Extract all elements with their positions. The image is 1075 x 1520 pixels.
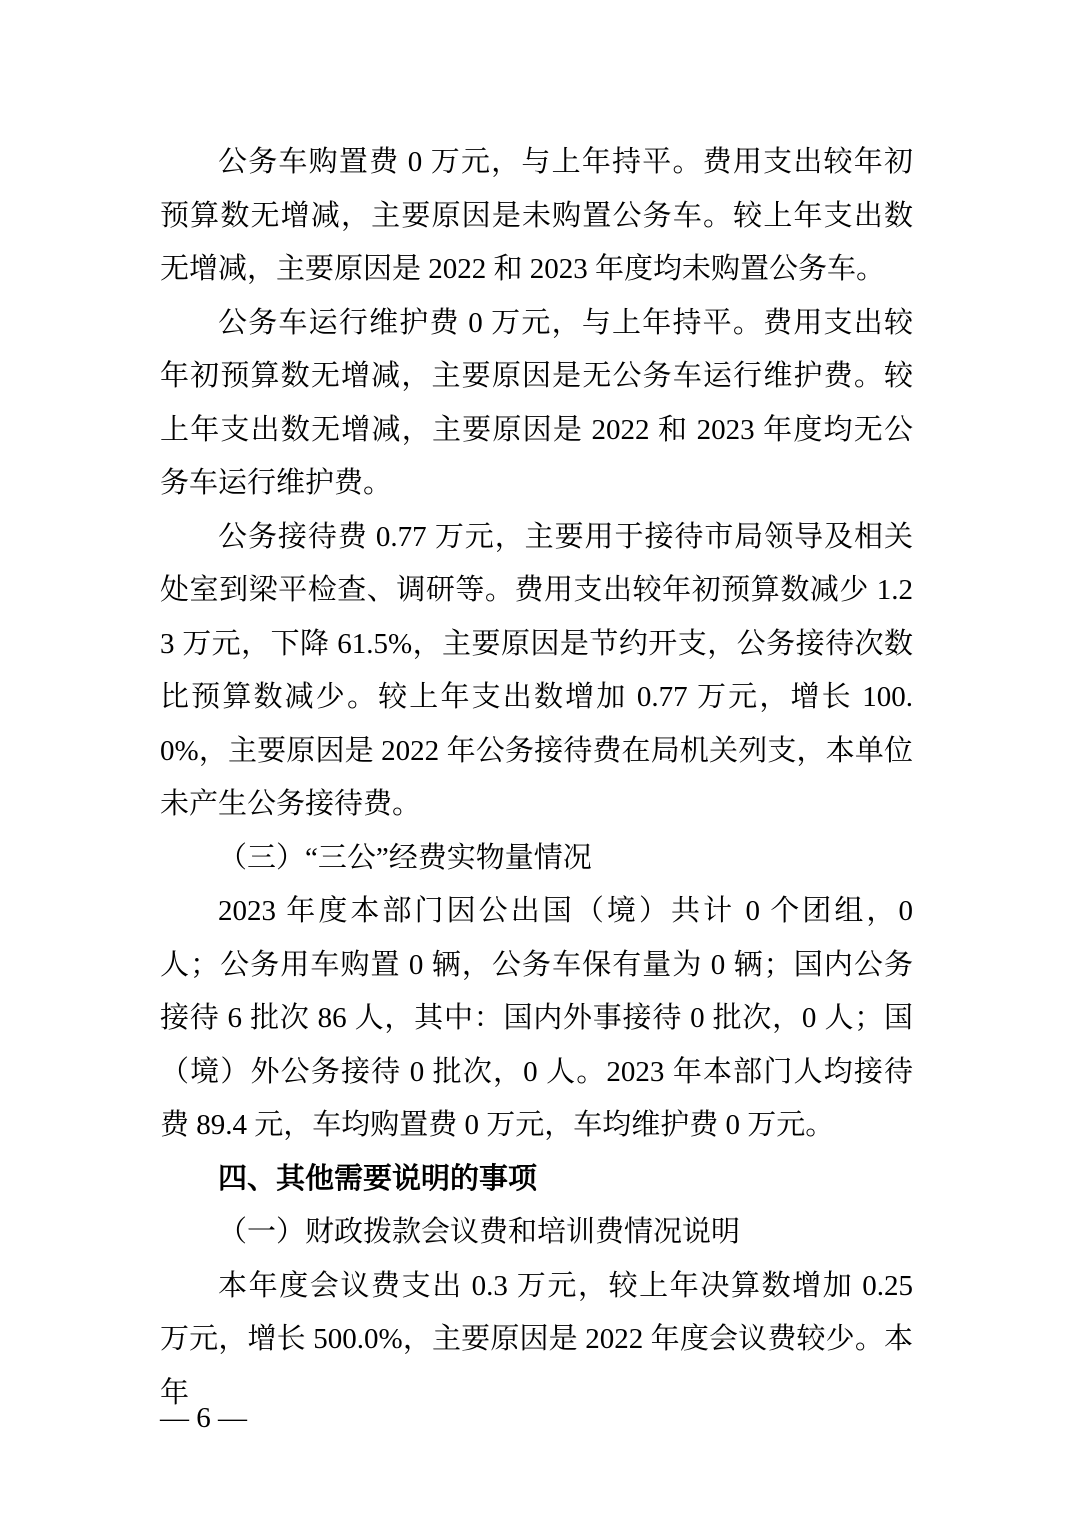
- page-number: — 6 —: [160, 1402, 247, 1434]
- paragraph-car-operation-maintenance-fee: 公务车运行维护费 0 万元，与上年持平。费用支出较年初预算数无增减，主要原因是无公务车运行维护费。较上年支出数无增减，主要原因是 2022 和 2023 年度均无公务车运行维护费。: [160, 306, 913, 499]
- heading-other-matters: 四、其他需要说明的事项: [218, 1162, 538, 1195]
- document-content: [160, 136, 913, 1420]
- paragraph-official-reception-fee: 公务接待费 0.77 万元，主要用于接待市局领导及相关处室到梁平检查、调研等。费用支出较年初预算数减少 1.23 万元，下降 61.5%，主要原因是节约开支，公务接待次数比预算数减少。较上年支出数增加 0.77 万元，增长 100.0%，主要原因是 2022 年公务接待费在局机关列支，本单位未产生公务接待费。: [160, 520, 913, 820]
- paragraph-conference-fee: 本年度会议费支出 0.3 万元，较上年决算数增加 0.25 万元，增长 500.0%，主要原因是 2022 年度会议费较少。本年: [160, 1269, 913, 1409]
- paragraph-car-purchase-fee: 公务车购置费 0 万元，与上年持平。费用支出较年初预算数无增减，主要原因是未购置公务车。较上年支出数无增减，主要原因是 2022 和 2023 年度均未购置公务车。: [160, 146, 913, 285]
- heading-three-public-physical-quantity: （三）“三公”经费实物量情况: [218, 841, 592, 874]
- paragraph-physical-quantity-detail: 2023 年度本部门因公出国（境）共计 0 个团组，0 人；公务用车购置 0 辆，公务车保有量为 0 辆；国内公务接待 6 批次 86 人，其中：国内外事接待 0 批次，0 人；国（境）外公务接待 0 批次，0 人。2023 年本部门人均接待费 89.4 元，车均购置费 0 万元，车均维护费 0 万元。: [160, 895, 913, 1141]
- heading-conference-training-fee: （一）财政拨款会议费和培训费情况说明: [218, 1216, 741, 1248]
- page-footer: [160, 1398, 247, 1438]
